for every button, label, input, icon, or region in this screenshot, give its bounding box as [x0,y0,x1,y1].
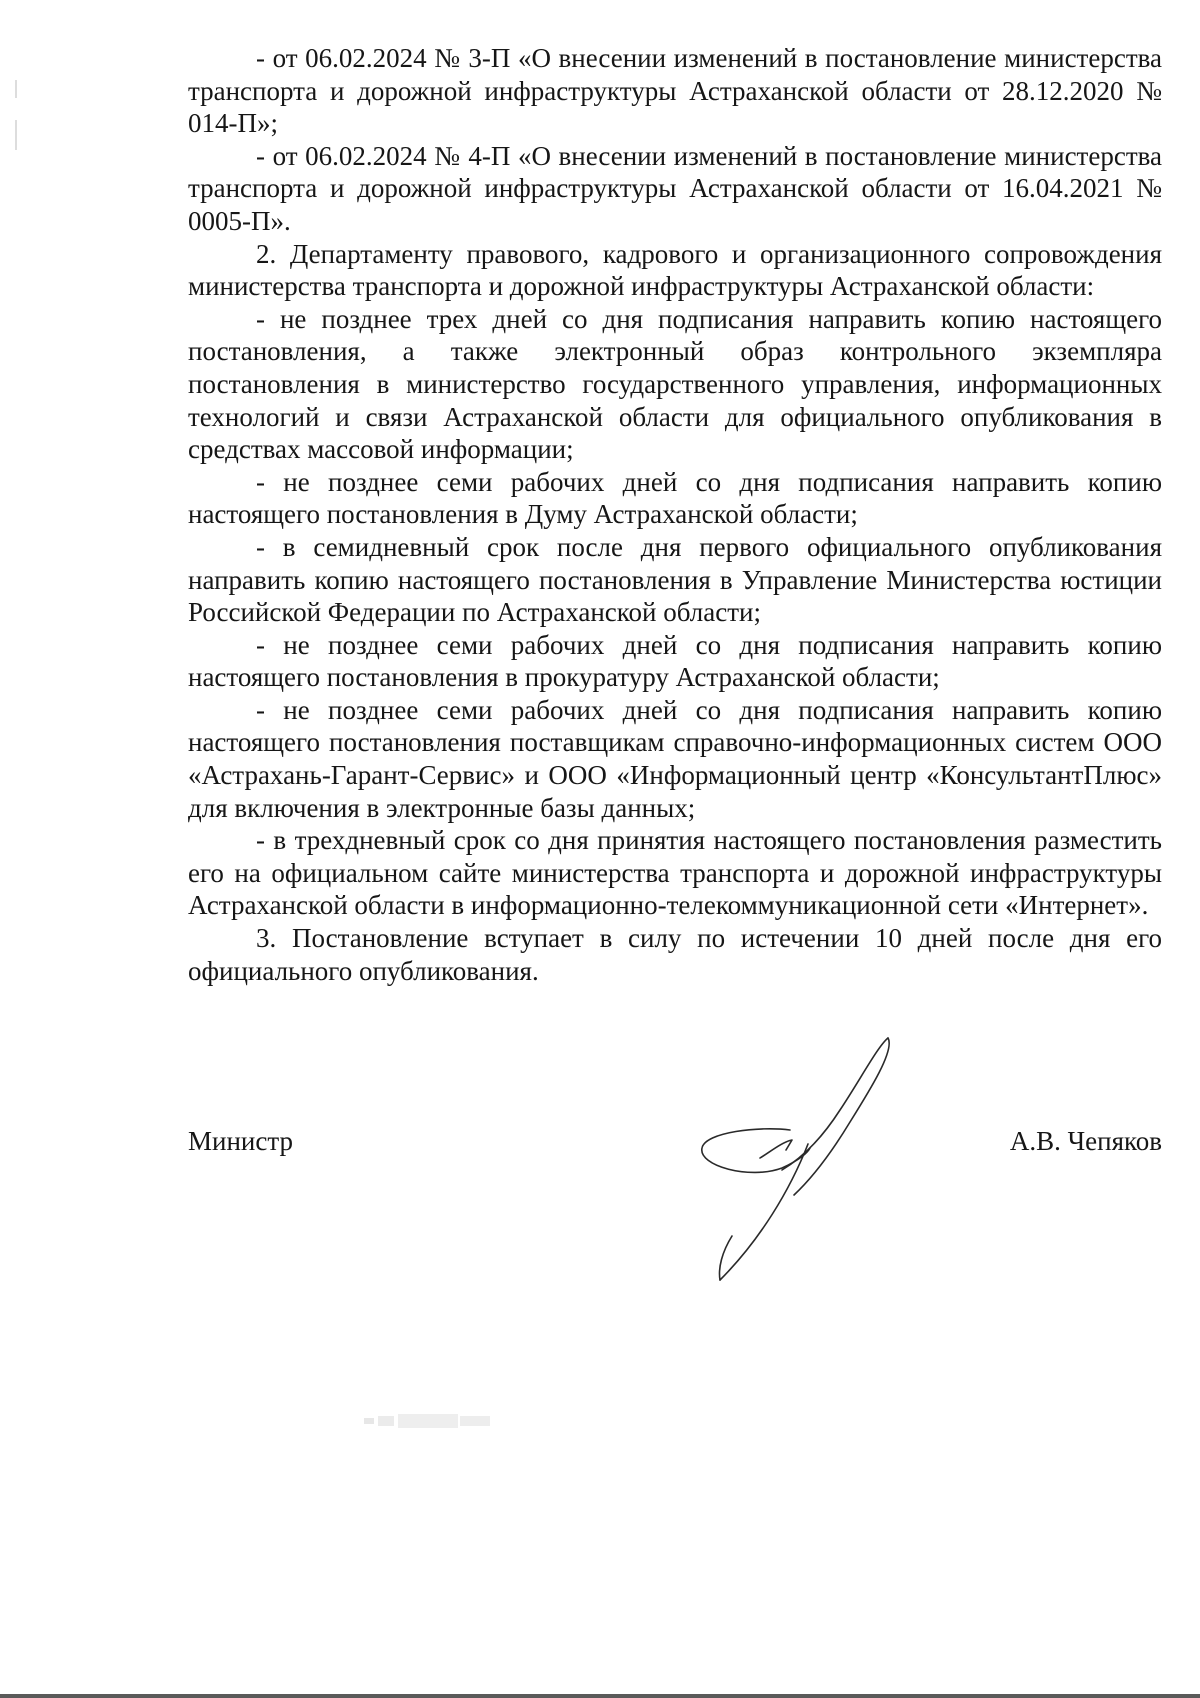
handwritten-signature [690,1030,900,1290]
faint-stamp-smudge [360,1410,500,1432]
paragraph-1: - от 06.02.2024 № 3-П «О внесении изменений в постановление министерства транспорта и дорожной инфраструктуры Астраханской области от 28.12.2020 № 014-П»; [188,43,1162,139]
signatory-name: А.В. Чепяков [1009,1126,1162,1156]
document-body [188,42,1162,987]
paragraph-10: 3. Постановление вступает в силу по истечении 10 дней после дня его официального опубликования. [188,923,1162,986]
paragraph-6: - в семидневный срок после дня первого официального опубликования направить копию настоящего постановления в Управление Министерства юстиции Российской Федерации по Астраханской области; [188,531,1162,628]
scan-edge-marks [14,80,18,150]
paragraph-5: - не позднее семи рабочих дней со дня подписания направить копию настоящего постановления в Думу Астраханской области; [188,466,1162,530]
paragraph-9: - в трехдневный срок со дня принятия настоящего постановления разместить его на официальном сайте министерства транспорта и дорожной инфраструктуры Астраханской области в информационно-телекоммуникационной сети «Интернет». [188,825,1162,921]
signatory-title: Министр [188,1126,293,1156]
paragraph-2: - от 06.02.2024 № 4-П «О внесении изменений в постановление министерства транспорта и дорожной инфраструктуры Астраханской области от 16.04.2021 № 0005-П». [188,140,1162,236]
paragraph-3: 2. Департаменту правового, кадрового и организационного сопровождения министерства транспорта и дорожной инфраструктуры Астраханской области: [188,238,1162,302]
paragraph-7: - не позднее семи рабочих дней со дня подписания направить копию настоящего постановления в прокуратуру Астраханской области; [188,629,1162,693]
paragraph-8: - не позднее семи рабочих дней со дня подписания направить копию настоящего постановления поставщикам справочно-информационных систем ООО «Астрахань-Гарант-Сервис» и ООО «Информационный центр «КонсультантПлюс» для включения в электронные базы данных; [188,694,1162,823]
scan-bottom-edge [0,1692,1200,1698]
paragraph-4: - не позднее трех дней со дня подписания направить копию настоящего постановления, а также электронный образ контрольного экземпляра постановления в министерство государственного управления, информационных технологий и связи Астраханской области для официального опубликования в средствах массовой информации; [188,303,1162,465]
